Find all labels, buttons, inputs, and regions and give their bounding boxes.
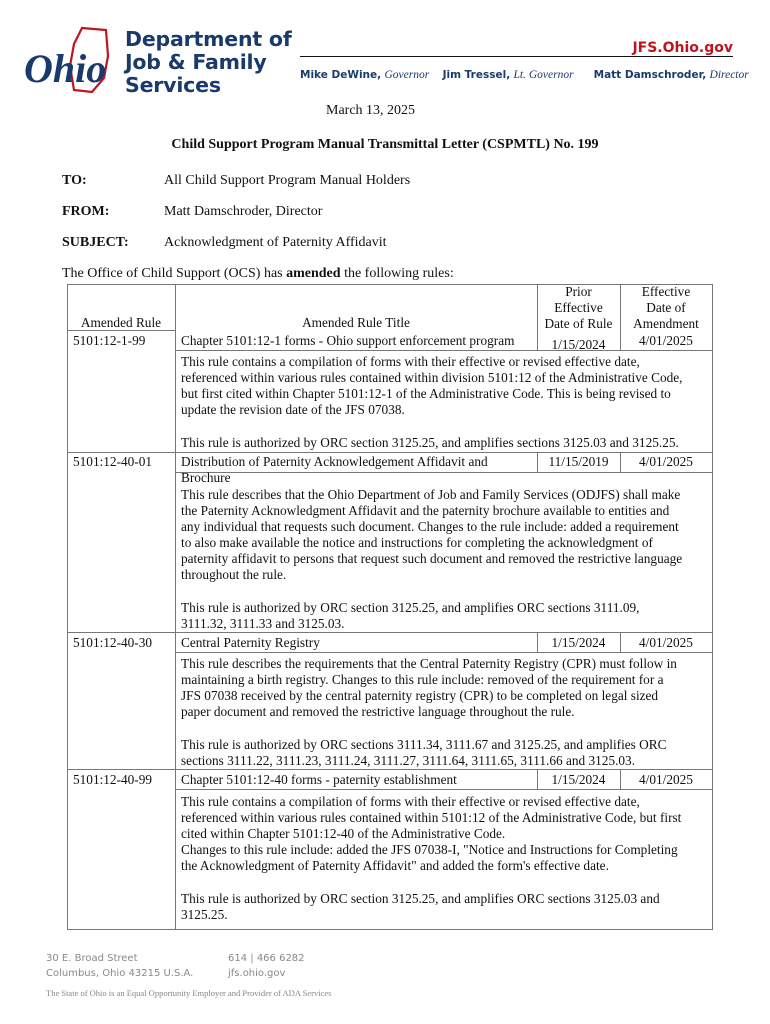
officials-line (300, 69, 749, 81)
to-label: TO: (62, 173, 87, 188)
ohio-logo (22, 26, 114, 98)
to-value: All Child Support Program Manual Holders (164, 173, 411, 188)
header-amended-rule: Amended Rule (80, 315, 162, 330)
rule-title: Chapter 5101:12-40 forms - paternity establishment (181, 772, 457, 787)
rule-description: This rule describes the requirements that the Central Paternity Registry (CPR) must follow in maintaining a birth registry. Changes to this rule include: removed of the requirement for a JFS 07038 received by the central paternity registry (CPR) to be completed on legal sized paper document and removed the restrictive language throughout the rule. This rule is authorized by ORC sections 3111.34, 3111.67 and 3125.25, and amplifies ORC sections 3111.22, 3111.23, 3111.24, 3111.27, 3111.64, 3111.65, 3111.66 and 3125.03. (181, 656, 677, 768)
from-label: FROM: (62, 204, 110, 219)
effective-date: 4/01/2025 (639, 454, 693, 469)
footer-contact: 614 | 466 6282 jfs.ohio.gov (228, 953, 305, 979)
rule-description: This rule describes that the Ohio Department of Job and Family Services (ODJFS) shall make the Paternity Acknowledgment Affidavit and the paternity brochure available to entities and any individual that requests such document. Changes to the rule include: added a requirement to also make available the notice and instructions for completing the acknowledgment of paternity affidavit to persons that request such document and removed the restrictive language throughout the rule. This rule is authorized by ORC section 3125.25, and amplifies ORC sections 3111.09, 3111.32, 3111.33 and 3125.03. (181, 487, 683, 631)
effective-date: 4/01/2025 (639, 333, 693, 348)
department-name (125, 28, 292, 97)
from-value: Matt Damschroder, Director (164, 204, 323, 219)
header-prior-date: Prior Effective Date of Rule (544, 284, 613, 331)
lt-governor-role: Lt. Governor (513, 69, 574, 81)
header-rule (300, 56, 733, 57)
footer-address: 30 E. Broad Street Columbus, Ohio 43215 U.S.A. (46, 953, 194, 979)
rule-number: 5101:12-40-01 (73, 454, 153, 469)
effective-date: 4/01/2025 (639, 772, 693, 787)
department-line: Services (125, 73, 221, 97)
amended-rules-table (67, 284, 713, 929)
header-effective-date: Effective Date of Amendment (633, 284, 699, 331)
footer-eoe: The State of Ohio is an Equal Opportunity Employer and Provider of ADA Services (46, 988, 332, 998)
header-rule-title: Amended Rule Title (302, 315, 410, 330)
subject-value: Acknowledgment of Paternity Affidavit (164, 235, 387, 250)
letter-date: March 13, 2025 (326, 103, 416, 118)
governor-role: Governor (384, 69, 430, 81)
lt-governor-name: Jim Tressel, (442, 69, 511, 81)
subject-label: SUBJECT: (62, 235, 129, 250)
director-role: Director (709, 69, 749, 81)
prior-date: 11/15/2019 (548, 454, 609, 469)
effective-date: 4/01/2025 (639, 635, 693, 650)
rule-number: 5101:12-40-30 (73, 635, 153, 650)
rule-number: 5101:12-40-99 (73, 772, 153, 787)
rule-title: Distribution of Paternity Acknowledgement Affidavit and Brochure (181, 454, 488, 485)
ohio-logo-word: Ohio (24, 46, 107, 91)
prior-date: 1/15/2024 (551, 772, 606, 787)
department-line: Department of (125, 27, 292, 51)
intro-text: The Office of Child Support (OCS) has amended the following rules: (62, 266, 454, 281)
governor-name: Mike DeWine, (300, 69, 382, 81)
department-line: Job & Family (125, 50, 267, 74)
director-name: Matt Damschroder, (593, 69, 707, 81)
rule-description: This rule contains a compilation of forms with their effective or revised effective date, referenced within various rules contained within 5101:12 of the Administrative Code, but first cited within Chapter 5101:12-40 of the Administrative Code. Changes to this rule include: added the JFS 07038-I, "Notice and Instructions for Completing the Acknowledgment of Paternity Affidavit" and added the form's effective date. This rule is authorized by ORC section 3125.25, and amplifies ORC sections 3125.03 and 3125.25. (181, 794, 682, 922)
rule-number: 5101:12-1-99 (73, 333, 146, 348)
prior-date: 1/15/2024 (551, 635, 606, 650)
rule-description: This rule contains a compilation of forms with their effective or revised effective date, referenced within various rules contained within division 5101:12 of the Administrative Code, but first cited within Chapter 5101:12-1 of the Administrative Code. This is being revised to update the revision date of the JFS 07038. This rule is authorized by ORC section 3125.25, and amplifies sections 3125.03 and 3125.25. (181, 354, 683, 450)
prior-date: 1/15/2024 (551, 337, 606, 352)
rule-title: Chapter 5101:12-1 forms - Ohio support enforcement program (181, 333, 515, 348)
letter-title: Child Support Program Manual Transmittal Letter (CSPMTL) No. 199 (171, 137, 599, 152)
rule-title: Central Paternity Registry (181, 635, 320, 650)
site-link[interactable]: JFS.Ohio.gov (632, 40, 733, 56)
